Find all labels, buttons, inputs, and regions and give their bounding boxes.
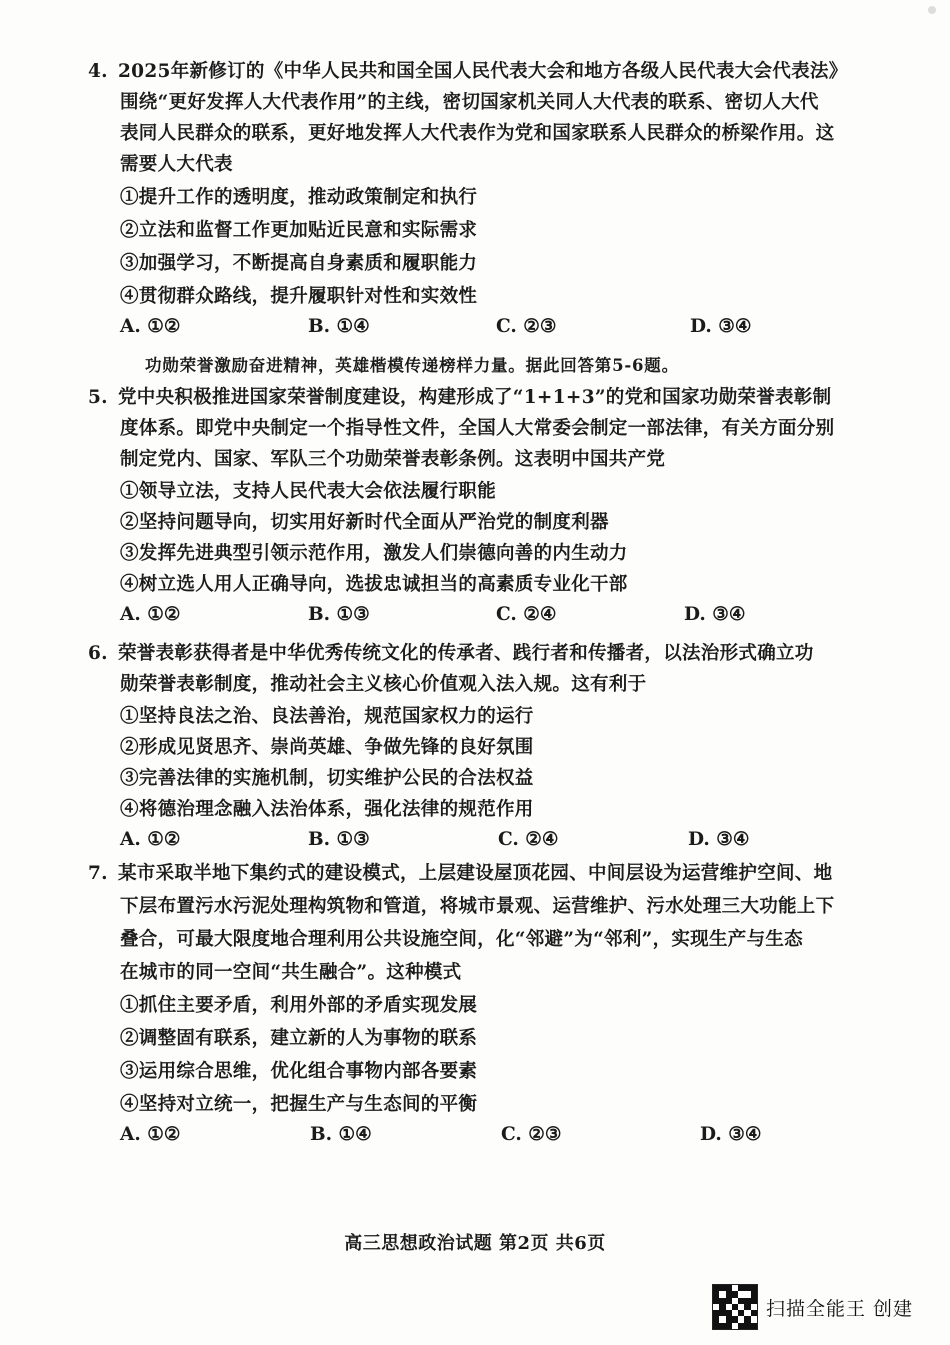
question-4: [88, 56, 868, 346]
question-number: 4.: [88, 61, 108, 82]
statement-option: ①提升工作的透明度，推动政策制定和执行: [120, 187, 478, 208]
statement-option: ③加强学习，不断提高自身素质和履职能力: [120, 253, 478, 274]
statement-option: ②立法和监督工作更加贴近民意和实际需求: [120, 220, 478, 241]
section-intro: 功勋荣誉激励奋进精神，英雄楷模传递榜样力量。据此回答第5-6题。: [145, 356, 679, 375]
page-footer: 高三思想政治试题 第2页 共6页: [344, 1233, 606, 1254]
choice-b: B. ①③: [308, 829, 370, 850]
statement-option: ③完善法律的实施机制，切实维护公民的合法权益: [120, 768, 534, 789]
question-6: [88, 638, 868, 859]
choice-a: A. ①②: [120, 604, 181, 625]
scan-artifact: [928, 6, 936, 14]
question-number: 7.: [88, 863, 108, 884]
question-stem-line: 在城市的同一空间“共生融合”。这种模式: [120, 962, 462, 983]
watermark-text: 扫描全能王 创建: [766, 1297, 914, 1320]
scanner-watermark: [712, 1284, 913, 1330]
choice-b: B. ①③: [308, 604, 370, 625]
question-stem-line: 度体系。即党中央制定一个指导性文件，全国人大常委会制定一部法律，有关方面分别: [120, 418, 835, 439]
choice-b: B. ①④: [310, 1124, 372, 1145]
question-stem-line: 某市采取半地下集约式的建设模式，上层建设屋顶花园、中间层设为运营维护空间、地: [118, 863, 833, 884]
choice-d: D. ③④: [700, 1124, 762, 1145]
answer-choices: [88, 600, 868, 634]
question-stem-line: 2025年新修订的《中华人民共和国全国人民代表大会和地方各级人民代表大会代表法》: [118, 61, 848, 82]
question-stem-line: 制定党内、国家、军队三个功勋荣誉表彰条例。这表明中国共产党: [120, 449, 666, 470]
choice-a: A. ①②: [120, 1124, 181, 1145]
statement-option: ③运用综合思维，优化组合事物内部各要素: [120, 1061, 478, 1082]
choice-c: C. ②③: [501, 1124, 562, 1145]
question-stem-line: 叠合，可最大限度地合理利用公共设施空间，化“邻避”为“邻利”，实现生产与生态: [120, 929, 803, 950]
qr-code-icon: [712, 1284, 758, 1330]
statement-option: ④树立选人用人正确导向，选拔忠诚担当的高素质专业化干部: [120, 574, 628, 595]
statement-option: ②坚持问题导向，切实用好新时代全面从严治党的制度利器: [120, 512, 609, 533]
answer-choices: [88, 312, 868, 346]
statement-option: ④贯彻群众路线，提升履职针对性和实效性: [120, 286, 478, 307]
question-stem-line: 勋荣誉表彰制度，推动社会主义核心价值观入法入规。这有利于: [120, 674, 647, 695]
question-stem-line: 表同人民群众的联系，更好地发挥人大代表作为党和国家联系人民群众的桥梁作用。这: [120, 123, 835, 144]
statement-option: ④将德治理念融入法治体系，强化法律的规范作用: [120, 799, 534, 820]
statement-option: ②调整固有联系，建立新的人为事物的联系: [120, 1028, 478, 1049]
statement-option: ①抓住主要矛盾，利用外部的矛盾实现发展: [120, 995, 478, 1016]
statement-option: ①领导立法，支持人民代表大会依法履行职能: [120, 481, 497, 502]
question-stem-line: 围绕“更好发挥人大代表作用”的主线，密切国家机关同人大代表的联系、密切人大代: [120, 92, 819, 113]
choice-b: B. ①④: [308, 316, 370, 337]
question-5: [88, 382, 868, 634]
choice-d: D. ③④: [684, 604, 746, 625]
statement-option: ②形成见贤思齐、崇尚英雄、争做先锋的良好氛围: [120, 737, 534, 758]
answer-choices: [88, 825, 868, 859]
question-number: 6.: [88, 643, 108, 664]
choice-d: D. ③④: [690, 316, 752, 337]
question-stem-line: 党中央积极推进国家荣誉制度建设，构建形成了“1+1+3”的党和国家功勋荣誉表彰制: [118, 387, 832, 408]
choice-c: C. ②③: [496, 316, 557, 337]
answer-choices: [88, 1120, 868, 1154]
choice-c: C. ②④: [496, 604, 557, 625]
statement-option: ④坚持对立统一，把握生产与生态间的平衡: [120, 1094, 478, 1115]
question-stem-line: 荣誉表彰获得者是中华优秀传统文化的传承者、践行者和传播者，以法治形式确立功: [118, 643, 814, 664]
question-stem-line: 下层布置污水污泥处理构筑物和管道，将城市景观、运营维护、污水处理三大功能上下: [120, 896, 835, 917]
question-7: [88, 858, 868, 1154]
question-number: 5.: [88, 387, 108, 408]
choice-a: A. ①②: [120, 316, 181, 337]
question-stem-line: 需要人大代表: [120, 154, 233, 175]
choice-d: D. ③④: [688, 829, 750, 850]
choice-c: C. ②④: [498, 829, 559, 850]
statement-option: ①坚持良法之治、良法善治，规范国家权力的运行: [120, 706, 534, 727]
choice-a: A. ①②: [120, 829, 181, 850]
statement-option: ③发挥先进典型引领示范作用，激发人们崇德向善的内生动力: [120, 543, 628, 564]
